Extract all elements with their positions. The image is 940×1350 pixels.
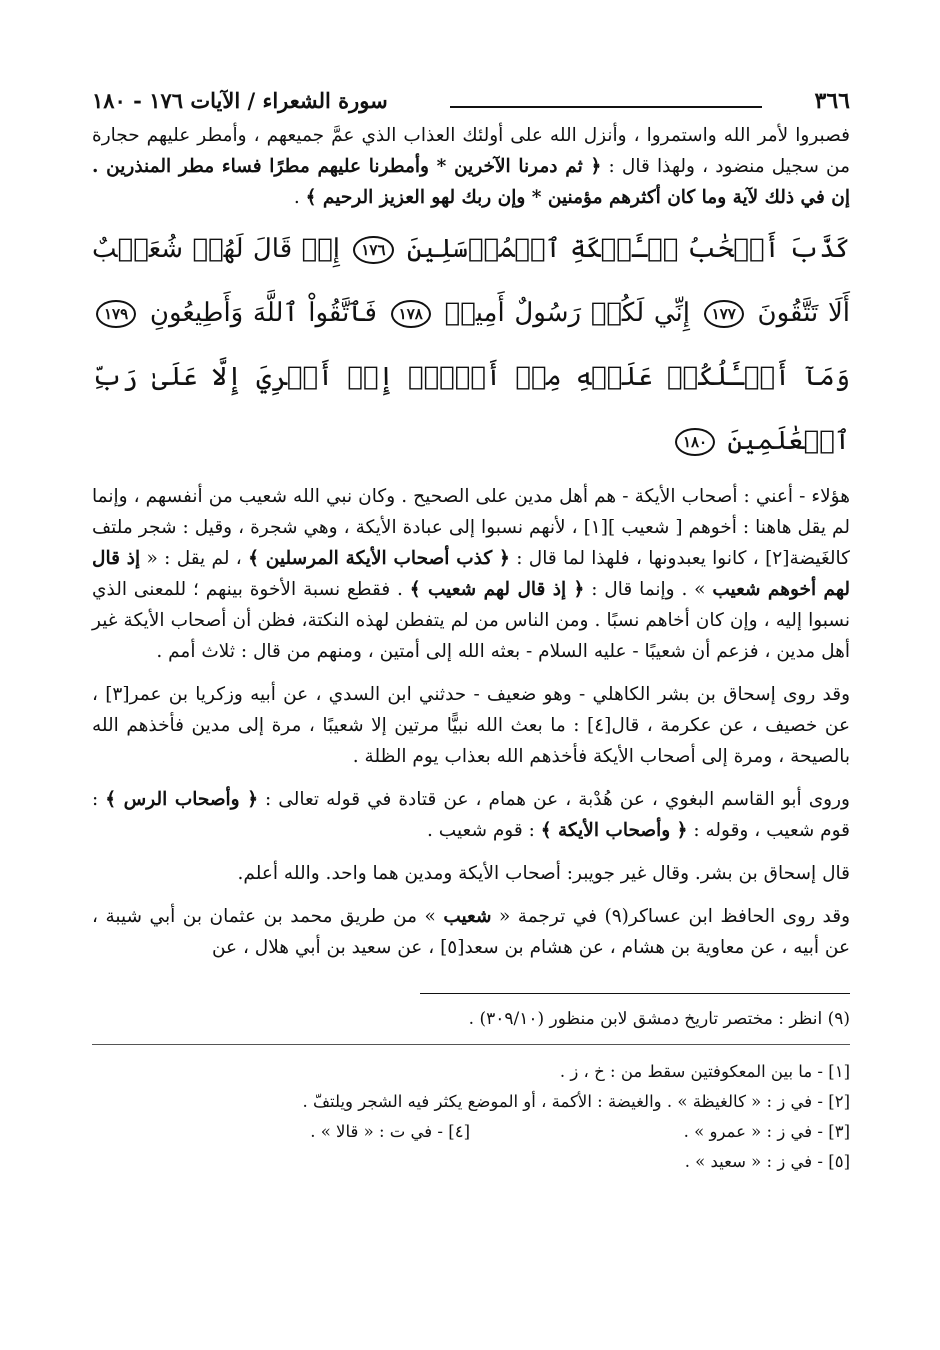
verse-marker-179: ١٧٩ xyxy=(96,300,136,328)
footnote-4: [٤] - في ت : « قالا » . xyxy=(310,1122,470,1141)
quran-quote: ﴿ إذ قال لهم شعيب ﴾ xyxy=(409,579,585,600)
footnote-2: [٢] - في ز : « كالغيظة » . والغيضة : الأكمة ، أو الموضع يكثر فيه الشجر ويلتفّ . xyxy=(302,1092,850,1111)
quote: شعيب xyxy=(443,906,492,927)
footnote-3: [٣] - في ز : « عمرو » . xyxy=(683,1122,850,1141)
footnote-row xyxy=(92,1117,850,1147)
footnote-ref-3: [٣] xyxy=(105,684,130,705)
verse-marker-177: ١٧٧ xyxy=(704,300,744,328)
running-title: سورة الشعراء / الآيات ١٧٦ - ١٨٠ xyxy=(92,88,388,113)
paragraph-1: فصبروا لأمر الله واستمروا ، وأنزل الله على أولئك العذاب الذي عمَّ جميعهم ، وأمطر عليهم حجارة من سجيل منضود ، ولهذا قال : ﴿ ثم دمرنا الآخرين * وأمطرنا عليهم مطرًا فساء مطر المنذرين . إن في ذلك لآية وما كان أكثرهم مؤمنين * وإن ربك لهو العزيز الرحيم ﴾ . xyxy=(92,125,850,208)
footnote-ref-1: [١] xyxy=(583,517,608,538)
page-number: ٣٦٦ xyxy=(814,88,850,114)
verse-marker-180: ١٨٠ xyxy=(675,428,715,456)
footnote-9: (٩) انظر : مختصر تاريخ دمشق لابن منظور (٣٠٩/١٠) . xyxy=(468,1009,850,1029)
verse-179: فَٱتَّقُواْ ٱللَّهَ وَأَطِيعُونِ xyxy=(149,298,377,328)
quran-quote: ﴿ ثم دمرنا الآخرين * وأمطرنا عليهم مطرًا فساء مطر المنذرين . إن في ذلك لآية وما كان أكثرهم مؤمنين * وإن ربك لهو العزيز الرحيم ﴾ xyxy=(92,156,850,208)
footnote-divider xyxy=(92,1044,850,1045)
quran-quote: ﴿ وأصحاب الأيكة ﴾ xyxy=(540,820,688,841)
verse-marker-178: ١٧٨ xyxy=(391,300,431,328)
verse-176: كَذَّبَ أَصۡحَٰبُ لۡـَٔيۡكَةِ ٱلۡمُرۡسَلِينَ xyxy=(406,234,851,264)
paragraph-6: وقد روى الحافظ ابن عساكر(٩) في ترجمة « شعيب » من طريق محمد بن عثمان بن أبي شيبة ، عن أبيه ، عن معاوية بن هشام ، عن هشام بن سعد[٥] ، عن سعيد بن أبي هلال ، عن xyxy=(92,906,851,958)
paragraph-3: وقد روى إسحاق بن بشر الكاهلي - وهو ضعيف - حدثني ابن السدي ، عن أبيه وزكريا بن عمر[٣] ، عن خصيف ، عن عكرمة ، قال[٤] : ما بعث الله نبيًّا مرتين إلا شعيبًا ، مرة إلى مدين فأخذهم الله بالصيحة ، ومرة إلى أصحاب الأيكة فأخذهم الله بعذاب يوم الظلة . xyxy=(92,684,850,767)
header-rule xyxy=(450,106,762,108)
footnote-1: [١] - ما بين المعكوفتين سقط من : خ ، ز . xyxy=(559,1062,850,1081)
footnote-ref-5: [٥] xyxy=(440,937,465,958)
verse-177: إِذۡ قَالَ لَهُمۡ شُعَيۡبٌ أَلَا تَتَّقُونَ xyxy=(92,234,850,328)
quran-quote: ﴿ كذب أصحاب الأيكة المرسلين ﴾ xyxy=(248,548,510,569)
verse-180: وَمَآ أَسۡـَٔلُكُمۡ عَلَيۡهِ مِنۡ أَجۡرٍۖ إِنۡ أَجۡرِيَ إِلَّا عَلَىٰ رَبِّ ٱلۡعَٰلَمِينَ xyxy=(92,362,850,456)
paragraph-5: قال إسحاق بن بشر. وقال غير جويبر: أصحاب الأيكة ومدين هما واحد. والله أعلم. xyxy=(237,863,850,884)
paragraph-4: وروى أبو القاسم البغوي ، عن هُدْبة ، عن همام ، عن قتادة في قوله تعالى : ﴿ وأصحاب الرس ﴾ : قوم شعيب ، وقوله : ﴿ وأصحاب الأيكة ﴾ : قوم شعيب . xyxy=(92,789,850,841)
book-page xyxy=(92,80,850,1177)
page-header xyxy=(92,80,850,120)
verse-marker-176: ١٧٦ xyxy=(353,236,393,264)
footnote-rule xyxy=(420,993,850,994)
quote: إذ قال لهم أخوهم شعيب xyxy=(92,548,850,600)
quran-quote: ﴿ وأصحاب الرس ﴾ xyxy=(105,789,259,810)
footnote-ref-2: [٢] xyxy=(765,548,790,569)
footnote-ref-9: (٩) xyxy=(604,906,629,927)
quran-verses xyxy=(92,217,850,473)
paragraph-2: هؤلاء - أعني : أصحاب الأيكة - هم أهل مدين على الصحيح . وكان نبي الله شعيب من أنفسهم ، وإنما لم يقل هاهنا : أخوهم [ شعيب ][١] ، لأنهم نسبوا إلى عبادة الأيكة ، وهي شجرة ، وقيل : شجر ملتف كالغَيضة[٢] ، كانوا يعبدونها ، فلهذا لما قال : ﴿ كذب أصحاب الأيكة المرسلين ﴾ ، لم يقل : « إذ قال لهم أخوهم شعيب » . وإنما قال : ﴿ إذ قال لهم شعيب ﴾ . فقطع نسبة الأخوة بينهم ؛ للمعنى الذي نسبوا إليه ، وإن كان أخاهم نسبًا . ومن الناس من لم يتفطن لهذه النكتة، فظن أن أصحاب الأيكة غير أهل مدين ، فزعم أن شعيبًا - عليه السلام - بعثه الله إلى أمتين ، ومنهم من قال : ثلاث أمم . xyxy=(92,486,851,662)
footnote-ref-4: [٤] xyxy=(587,715,612,736)
footnote-5: [٥] - في ز : « سعيد » . xyxy=(684,1152,850,1171)
verse-178: إِنِّي لَكُمۡ رَسُولٌ أَمِينٞ xyxy=(444,298,690,328)
